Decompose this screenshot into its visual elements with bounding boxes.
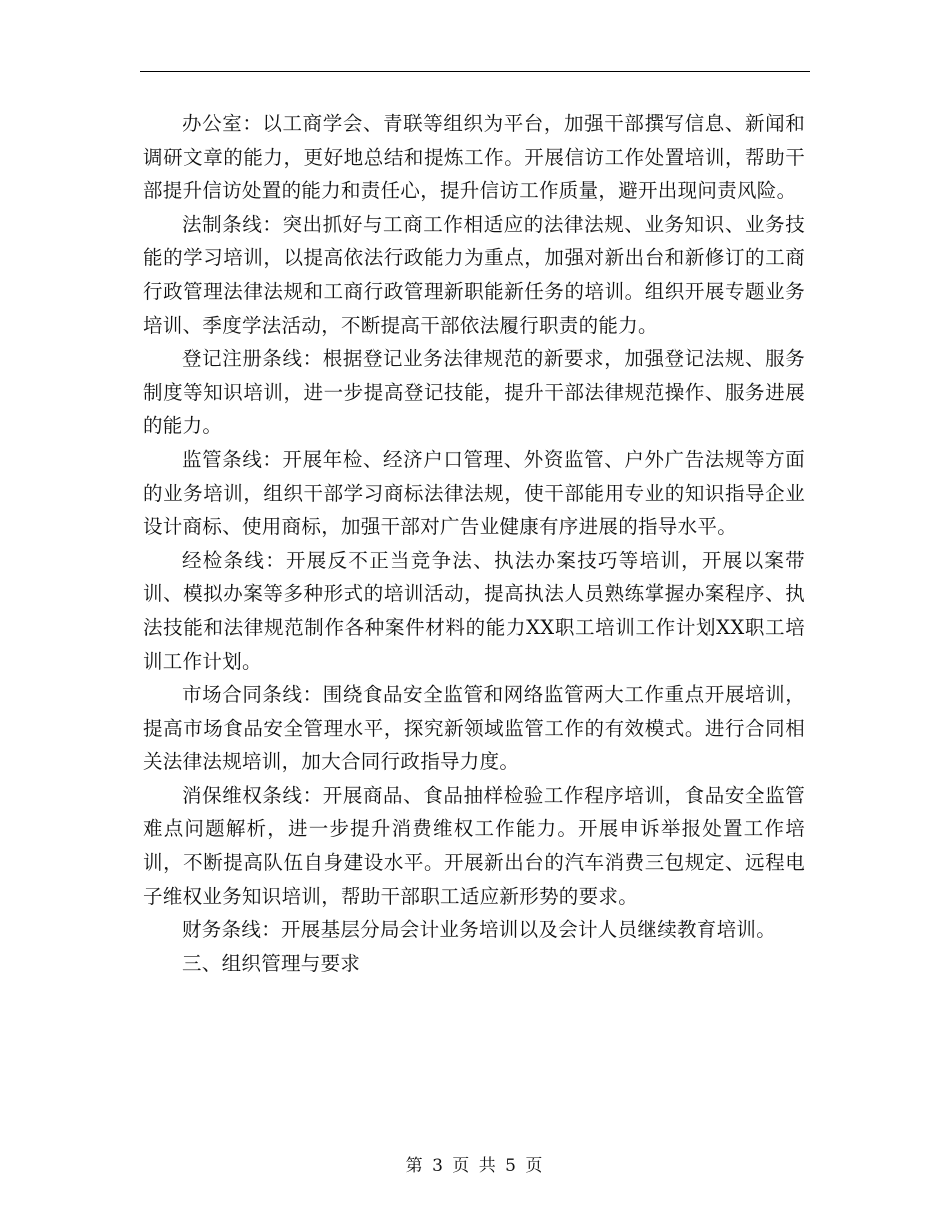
page-number: 第 3 页 共 5 页 bbox=[405, 1156, 545, 1176]
paragraph-finance: 财务条线：开展基层分局会计业务培训以及会计人员继续教育培训。 bbox=[182, 918, 777, 942]
section-heading: 三、组织管理与要求 bbox=[182, 951, 361, 975]
paragraph-registration: 登记注册条线：根据登记业务法律规范的新要求，加强登记法规、服务制度等知识培训，进一步提高登记技能，提升干部法律规范操作、服务进展的能力。 bbox=[143, 347, 805, 438]
paragraph-office: 办公室：以工商学会、青联等组织为平台，加强干部撰写信息、新闻和调研文章的能力，更好地总结和提炼工作。开展信访工作处置培训，帮助干部提升信访处置的能力和责任心，提升信访工作质量，避开出现问责风险。 bbox=[143, 112, 805, 203]
header-rule bbox=[140, 71, 810, 72]
paragraph-inspection: 经检条线：开展反不正当竞争法、执法办案技巧等培训，开展以案带训、模拟办案等多种形式的培训活动，提高执法人员熟练掌握办案程序、执法技能和法律规范制作各种案件材料的能力XX职工培训工作计划XX职工培训工作计划。 bbox=[143, 548, 805, 673]
paragraph-consumer-rights: 消保维权条线：开展商品、食品抽样检验工作程序培训，食品安全监管难点问题解析，进一步提升消费维权工作能力。开展申诉举报处置工作培训，不断提高队伍自身建设水平。开展新出台的汽车消费三包规定、远程电子维权业务知识培训，帮助干部职工适应新形势的要求。 bbox=[143, 783, 805, 908]
paragraph-supervision: 监管条线：开展年检、经济户口管理、外资监管、户外广告法规等方面的业务培训，组织干部学习商标法律法规，使干部能用专业的知识指导企业设计商标、使用商标，加强干部对广告业健康有序进展的指导水平。 bbox=[143, 447, 805, 539]
paragraph-legal: 法制条线：突出抓好与工商工作相适应的法律法规、业务知识、业务技能的学习培训，以提高依法行政能力为重点，加强对新出台和新修订的工商行政管理法律法规和工商行政管理新职能新任务的培训。组织开展专题业务培训、季度学法活动，不断提高干部依法履行职责的能力。 bbox=[143, 212, 805, 337]
paragraph-market-contract: 市场合同条线：围绕食品安全监管和网络监管两大工作重点开展培训，提高市场食品安全管理水平，探究新领域监管工作的有效模式。进行合同相关法律法规培训，加大合同行政指导力度。 bbox=[143, 683, 805, 774]
document-body bbox=[143, 107, 805, 980]
